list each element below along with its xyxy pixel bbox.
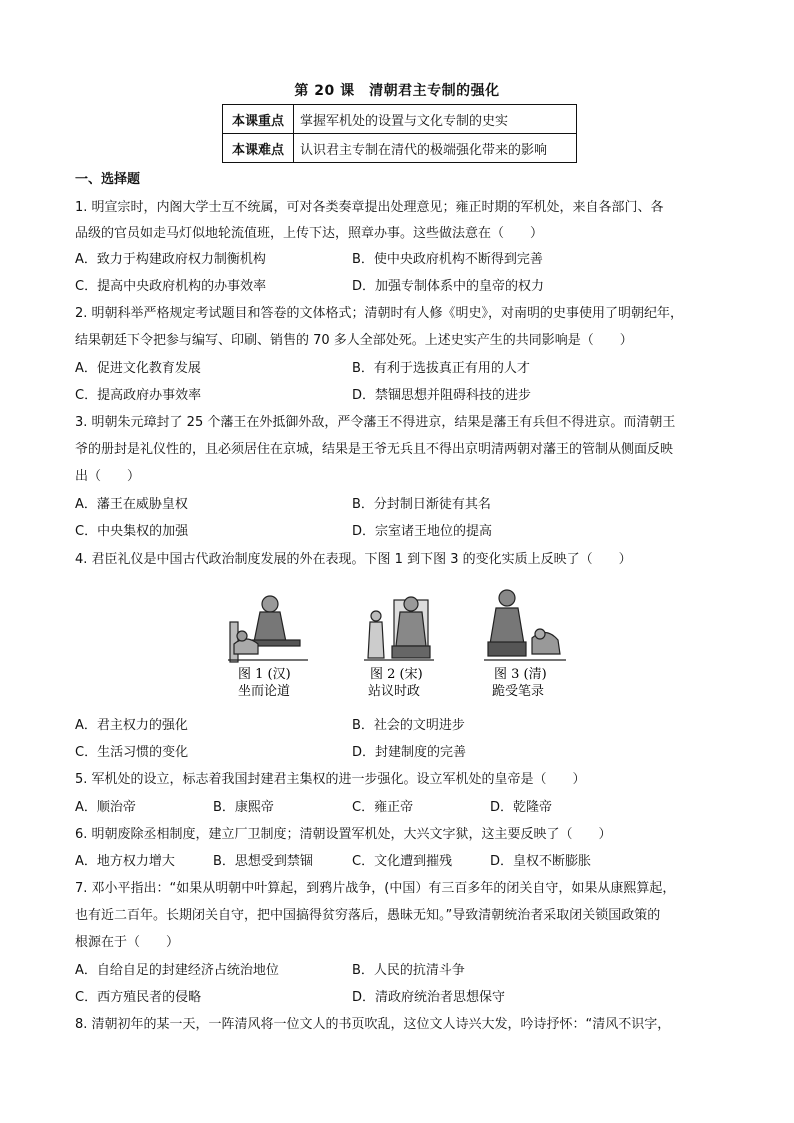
figure-1-caption: 图 1 (汉) [238,667,291,682]
q3-option-b[interactable]: B．分封制日渐徒有其名 [352,497,491,512]
q4-option-d[interactable]: D．封建制度的完善 [352,745,467,760]
figure-3-caption: 图 3 (清) [494,667,547,682]
q6-option-c[interactable]: C．文化遭到摧残 [352,854,453,869]
q5-line-1: 5. 军机处的设立，标志着我国封建君主集权的进一步强化。设立军机处的皇帝是（ ） [75,772,586,787]
q2-option-c[interactable]: C．提高政府办事效率 [75,388,202,403]
q1-option-d[interactable]: D．加强专制体系中的皇帝的权力 [352,279,545,294]
etiquette-figure [224,582,570,700]
song-standing-illustration [364,597,434,660]
q3-line-1: 3. 明朝朱元璋封了 25 个藩王在外抵御外敌，严令藩王不得进京，结果是藩王有兵但不得进京。而清朝王 [75,415,676,430]
q4-line-1: 4. 君臣礼仪是中国古代政治制度发展的外在表现。下图 1 到下图 3 的变化实质上反映了（ ） [75,552,632,567]
q3-line-2: 爷的册封是礼仪性的，且必须居住在京城，结果是王爷无兵且不得出京明清两朝对藩王的管制从侧面反映 [75,442,674,457]
etiquette-figure-svg [224,582,570,700]
q8-line-1: 8. 清朝初年的某一天，一阵清风将一位文人的书页吹乱，这位文人诗兴大发，吟诗抒怀：“清风不识字， [75,1017,671,1032]
q1-line-2: 品级的官员如走马灯似地轮流值班，上传下达，照章办事。这些做法意在（ ） [75,226,544,241]
difficulty-value: 认识君主专制在清代的极端强化带来的影响 [294,134,577,163]
q7-option-b[interactable]: B．人民的抗清斗争 [352,963,465,978]
q4-option-c[interactable]: C．生活习惯的变化 [75,745,189,760]
lesson-title: 第 20 课 清朝君主专制的强化 [294,83,500,99]
q5-option-c[interactable]: C．雍正帝 [352,800,414,815]
q1-option-b[interactable]: B．使中央政府机构不断得到完善 [352,252,543,267]
q6-option-d[interactable]: D．皇权不断膨胀 [490,854,592,869]
q3-line-3: 出（ ） [75,469,141,484]
q5-option-d[interactable]: D．乾隆帝 [490,800,553,815]
q7-line-1: 7. 邓小平指出：“如果从明朝中叶算起，到鸦片战争，(中国）有三百多年的闭关自守，如果从康熙算起， [75,881,676,896]
q2-option-a[interactable]: A．促进文化教育发展 [75,361,201,376]
qing-kneeling-illustration [484,590,566,660]
q7-option-a[interactable]: A．自给自足的封建经济占统治地位 [75,963,279,978]
focus-label: 本课重点 [223,105,294,134]
q2-line-2: 结果朝廷下令把参与编写、印刷、销售的 70 多人全部处死。上述史实产生的共同影响是（ ） [75,333,633,348]
q6-option-b[interactable]: B．思想受到禁锢 [213,854,313,869]
q6-option-a[interactable]: A．地方权力增大 [75,854,175,869]
section-title: 一、选择题 [75,172,141,187]
focus-row [223,105,577,134]
q5-option-b[interactable]: B．康熙帝 [213,800,274,815]
q1-option-c[interactable]: C．提高中央政府机构的办事效率 [75,279,267,294]
figure-1-subtitle: 坐而论道 [238,684,291,699]
q6-line-1: 6. 明朝废除丞相制度，建立厂卫制度；清朝设置军机处，大兴文字狱，这主要反映了（ ） [75,827,612,842]
q7-line-2: 也有近二百年。长期闭关自守，把中国搞得贫穷落后，愚昧无知。”导致清朝统治者采取闭关锁国政策的 [75,908,661,923]
q4-option-a[interactable]: A．君主权力的强化 [75,718,188,733]
q4-option-b[interactable]: B．社会的文明进步 [352,718,465,733]
han-seated-illustration [228,596,308,662]
q3-option-d[interactable]: D．宗室诸王地位的提高 [352,524,493,539]
difficulty-label: 本课难点 [223,134,294,163]
figure-3-subtitle: 跪受笔录 [492,684,545,699]
focus-value: 掌握军机处的设置与文化专制的史实 [294,105,577,134]
q1-option-a[interactable]: A．致力于构建政府权力制衡机构 [75,252,266,267]
q7-option-c[interactable]: C．西方殖民者的侵略 [75,990,202,1005]
figure-2-caption: 图 2 (宋) [370,667,423,682]
figure-2-subtitle: 站议时政 [368,684,421,699]
q7-option-d[interactable]: D．清政府统治者思想保守 [352,990,506,1005]
q3-option-a[interactable]: A．藩王在威胁皇权 [75,497,188,512]
q7-line-3: 根源在于（ ） [75,935,180,950]
q2-option-b[interactable]: B．有利于选拔真正有用的人才 [352,361,530,376]
lesson-info-table [222,104,577,163]
q3-option-c[interactable]: C．中央集权的加强 [75,524,189,539]
difficulty-row [223,134,577,163]
q2-option-d[interactable]: D．禁锢思想并阻碍科技的进步 [352,388,532,403]
q5-option-a[interactable]: A．顺治帝 [75,800,136,815]
q2-line-1: 2. 明朝科举严格规定考试题目和答卷的文体格式；清朝时有人修《明史》，对南明的史事使用了明朝纪年， [75,306,684,321]
q1-line-1: 1. 明宣宗时，内阁大学士互不统属，可对各类奏章提出处理意见；雍正时期的军机处，来自各部门、各 [75,200,664,215]
